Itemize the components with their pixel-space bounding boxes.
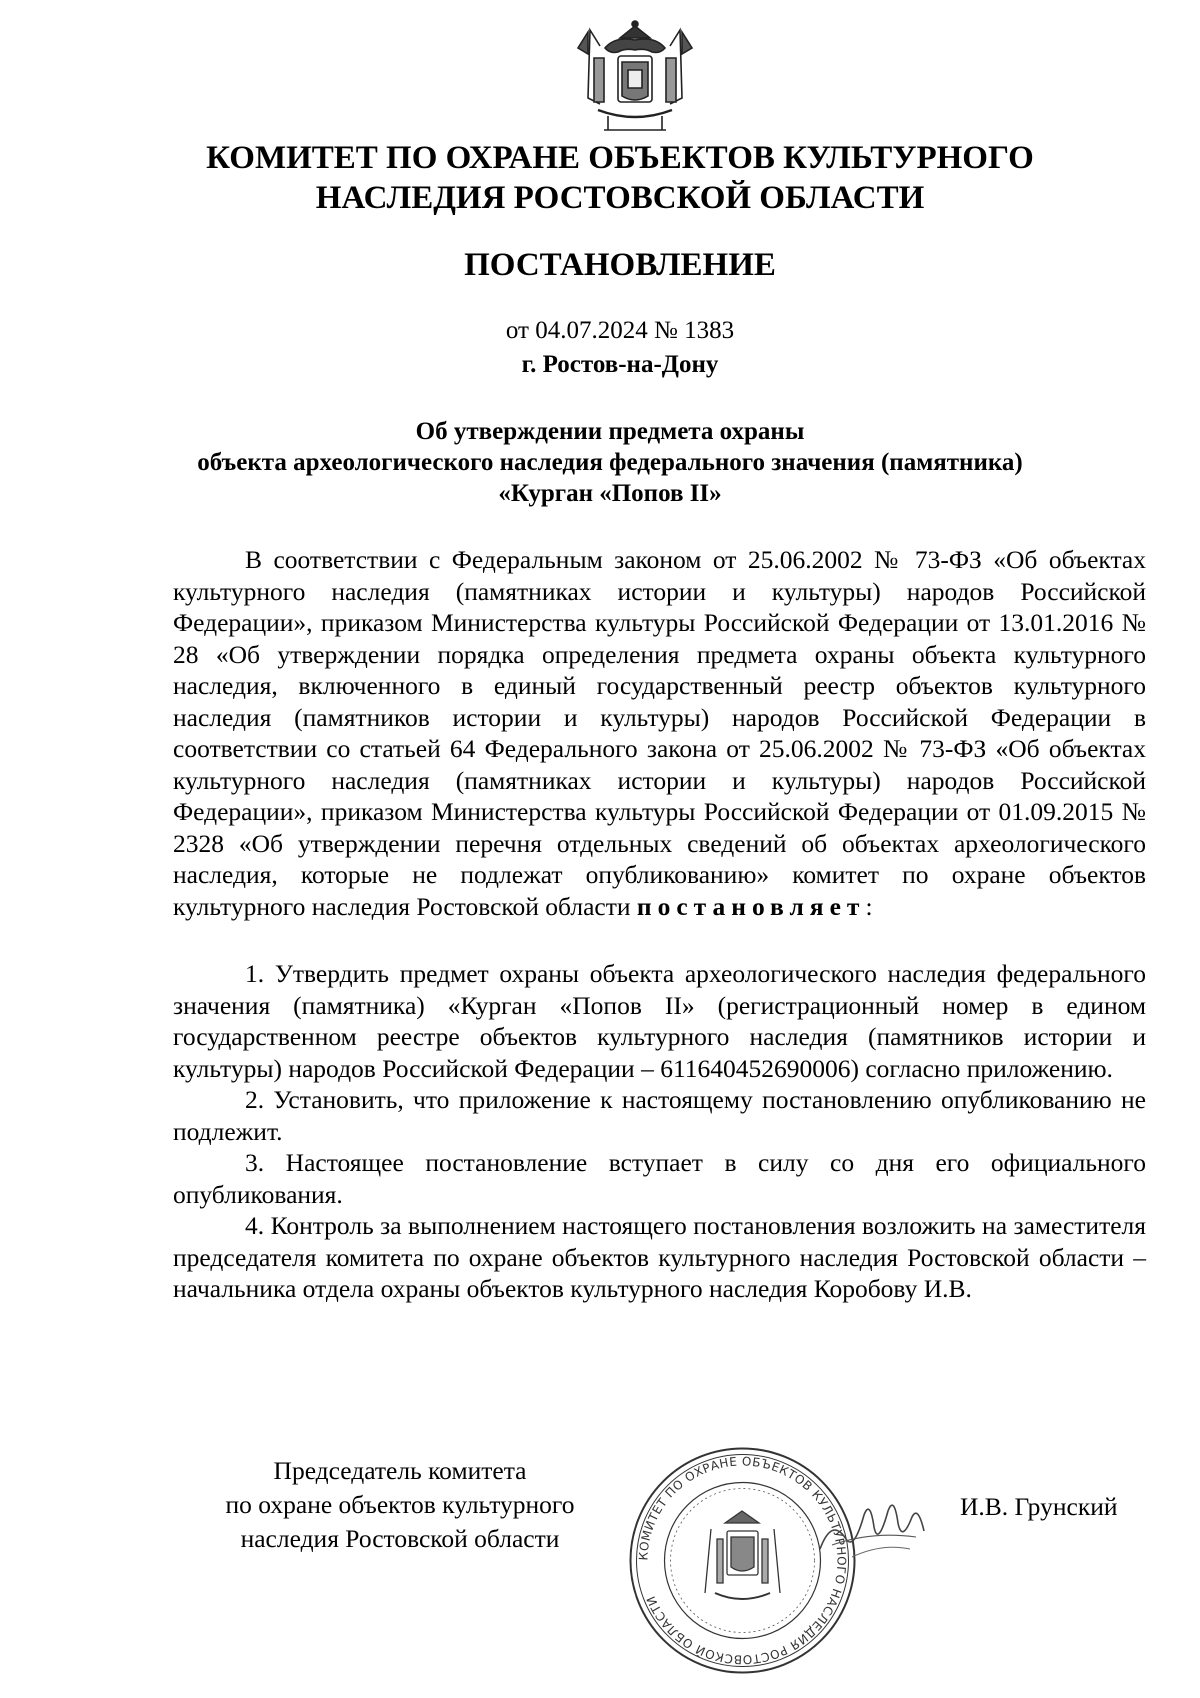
resolution-item-1: 1. Утвердить предмет охраны объекта археологического наследия федерального значения (памятника) «Курган «Попов II» (регистрационный номер в едином государственном реестре объектов культурного наследия (памятников истории и культуры) народов Российской Федерации – 611640452690006) согласно приложению. [173, 959, 1146, 1083]
coat-of-arms-emblem [560, 18, 710, 133]
subject-line-3: «Курган «Попов II» [498, 480, 722, 507]
document-subject [160, 416, 1060, 509]
organization-name [120, 138, 1120, 218]
seal-text: КОМИТЕТ ПО ОХРАНЕ ОБЪЕКТОВ КУЛЬТУРНОГО НАСЛЕДИЯ РОСТОВСКОЙ ОБЛАСТИ [636, 1454, 849, 1667]
handwritten-signature [812, 1487, 932, 1567]
resolution-item-2: 2. Установить, что приложение к настоящему постановлению опубликованию не подлежит. [173, 1085, 1146, 1146]
date-and-number: от 04.07.2024 № 1383 [505, 317, 735, 344]
organization-line-1: КОМИТЕТ ПО ОХРАНЕ ОБЪЕКТОВ КУЛЬТУРНОГО [206, 140, 1034, 176]
resolution-item-4: 4. Контроль за выполнением настоящего постановления возложить на заместителя председателя комитета по охране объектов культурного наследия Ростовской области – начальника отдела охраны объектов культурного наследия Коробову И.В. [173, 1211, 1146, 1303]
subject-line-1: Об утверждении предмета охраны [415, 418, 805, 445]
preamble-paragraph [173, 544, 1146, 922]
signatory-title [190, 1454, 610, 1556]
resolution-verb: постановляет [636, 891, 866, 921]
signatory-title-line-2: по охране объектов культурного [225, 1490, 575, 1519]
signatory-title-line-1: Председатель комитета [273, 1456, 527, 1485]
document-body [173, 544, 1146, 1305]
organization-line-2: НАСЛЕДИЯ РОСТОВСКОЙ ОБЛАСТИ [315, 180, 925, 216]
document-type: ПОСТАНОВЛЕНИЕ [464, 247, 776, 283]
signatory-name: И.В. Грунский [960, 1492, 1118, 1521]
resolution-item-3: 3. Настоящее постановление вступает в силу со дня его официального опубликования. [173, 1148, 1146, 1209]
preamble-end: : [865, 891, 873, 921]
preamble-text: В соответствии с Федеральным законом от 25.06.2002 № 73-ФЗ «Об объектах культурного наследия (памятниках истории и культуры) народов Российской Федерации», приказом Министерства культуры Российской Федерации от 13.01.2016 № 28 «Об утверждении порядка определения предмета охраны объекта культурного наследия, включенного в единый государственный реестр объектов культурного наследия (памятников истории и культуры) народов Российской Федерации в соответствии со статьей 64 Федерального закона от 25.06.2002 № 73-ФЗ «Об объектах культурного наследия (памятниках истории и культуры) народов Российской Федерации», приказом Министерства культуры Российской Федерации от 01.09.2015 № 2328 «Об утверждении перечня отдельных сведений об объектах археологического наследия, которые не подлежат опубликованию» комитет по охране объектов культурного наследия Ростовской области [173, 545, 1146, 921]
subject-line-2: объекта археологического наследия федерального значения (памятника) [197, 449, 1023, 476]
city: г. Ростов-на-Дону [521, 351, 719, 378]
signatory-title-line-3: наследия Ростовской области [240, 1524, 560, 1553]
